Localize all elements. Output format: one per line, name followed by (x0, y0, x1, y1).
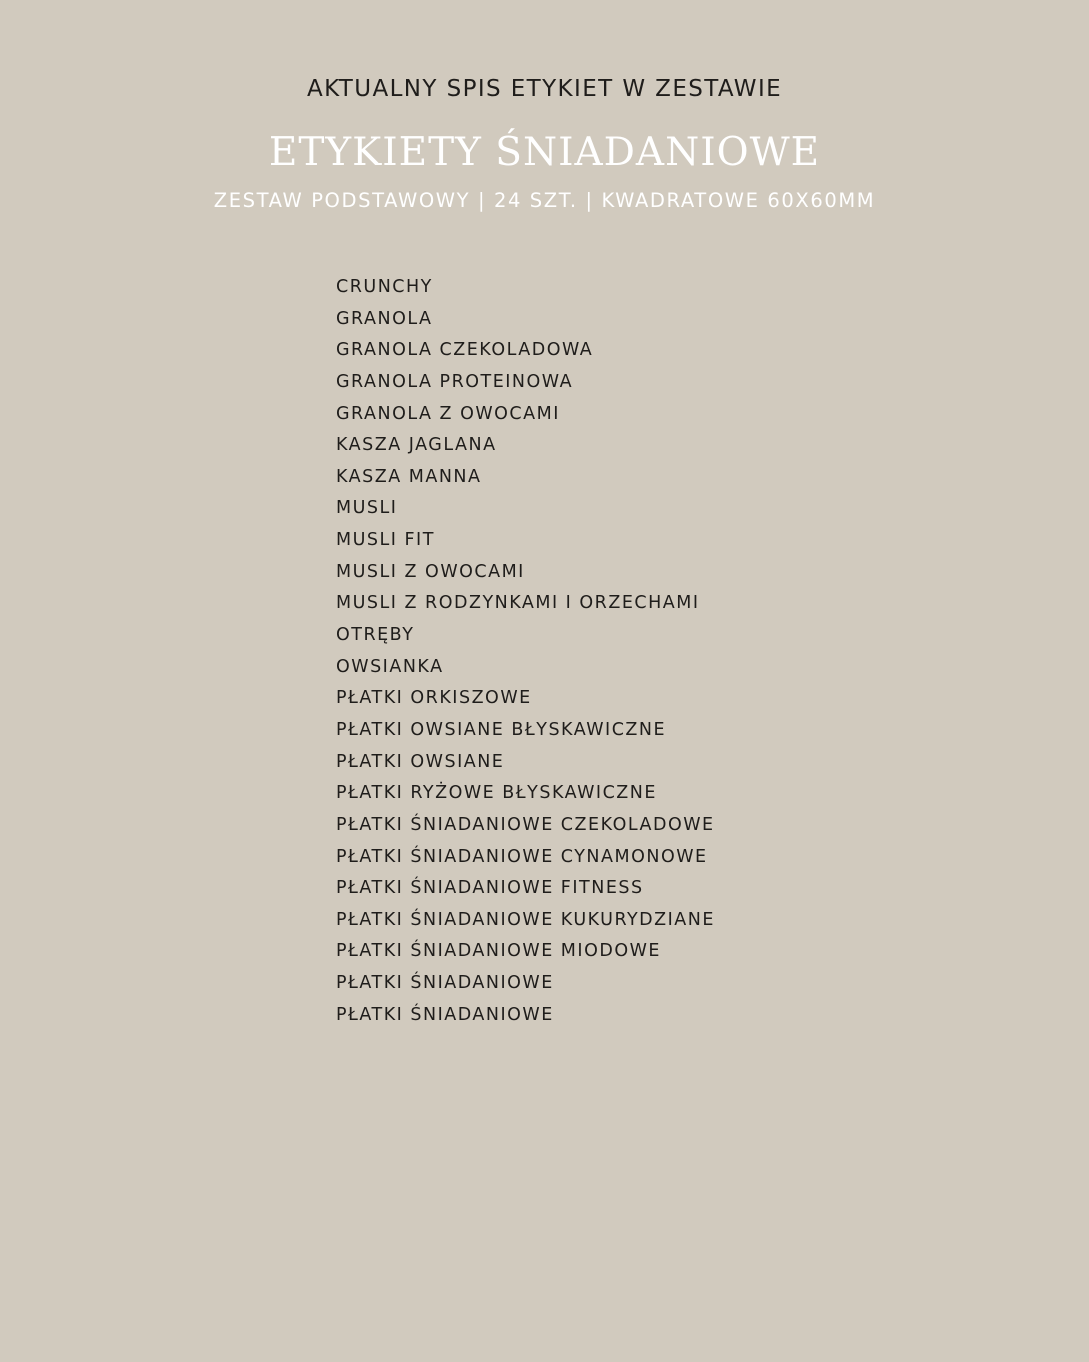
list-item: PŁATKI ŚNIADANIOWE KUKURYDZIANE (336, 909, 715, 930)
list-item: GRANOLA Z OWOCAMI (336, 403, 560, 424)
page-subtitle: ZESTAW PODSTAWOWY | 24 SZT. | KWADRATOWE 60X60MM (213, 189, 876, 212)
list-item: PŁATKI ŚNIADANIOWE (336, 973, 554, 994)
page-title: ETYKIETY ŚNIADANIOWE (268, 130, 821, 175)
list-item: KASZA MANNA (336, 466, 482, 487)
list-item: KASZA JAGLANA (336, 435, 497, 456)
list-item: MUSLI FIT (336, 530, 435, 551)
list-item: PŁATKI ŚNIADANIOWE CYNAMONOWE (336, 846, 708, 867)
list-item: PŁATKI ŚNIADANIOWE (336, 1004, 554, 1025)
list-item: PŁATKI ŚNIADANIOWE FITNESS (336, 878, 644, 899)
list-item: MUSLI Z OWOCAMI (336, 561, 525, 582)
list-item: MUSLI Z RODZYNKAMI I ORZECHAMI (336, 593, 700, 614)
label-list (336, 273, 715, 1032)
list-item: OTRĘBY (336, 625, 415, 646)
list-item: MUSLI (336, 498, 398, 519)
list-item: PŁATKI ŚNIADANIOWE MIODOWE (336, 941, 661, 962)
list-item: PŁATKI RYŻOWE BŁYSKAWICZNE (336, 783, 657, 804)
list-item: PŁATKI ŚNIADANIOWE CZEKOLADOWE (336, 814, 715, 835)
list-item: PŁATKI OWSIANE (336, 751, 505, 772)
list-item: CRUNCHY (336, 277, 433, 297)
list-item: OWSIANKA (336, 656, 444, 677)
list-item: PŁATKI ORKISZOWE (336, 688, 532, 709)
kicker-text: AKTUALNY SPIS ETYKIET W ZESTAWIE (306, 76, 783, 102)
list-item: GRANOLA (336, 308, 433, 329)
list-item: GRANOLA PROTEINOWA (336, 371, 574, 392)
list-item: GRANOLA CZEKOLADOWA (336, 340, 594, 361)
list-item: PŁATKI OWSIANE BŁYSKAWICZNE (336, 719, 667, 740)
